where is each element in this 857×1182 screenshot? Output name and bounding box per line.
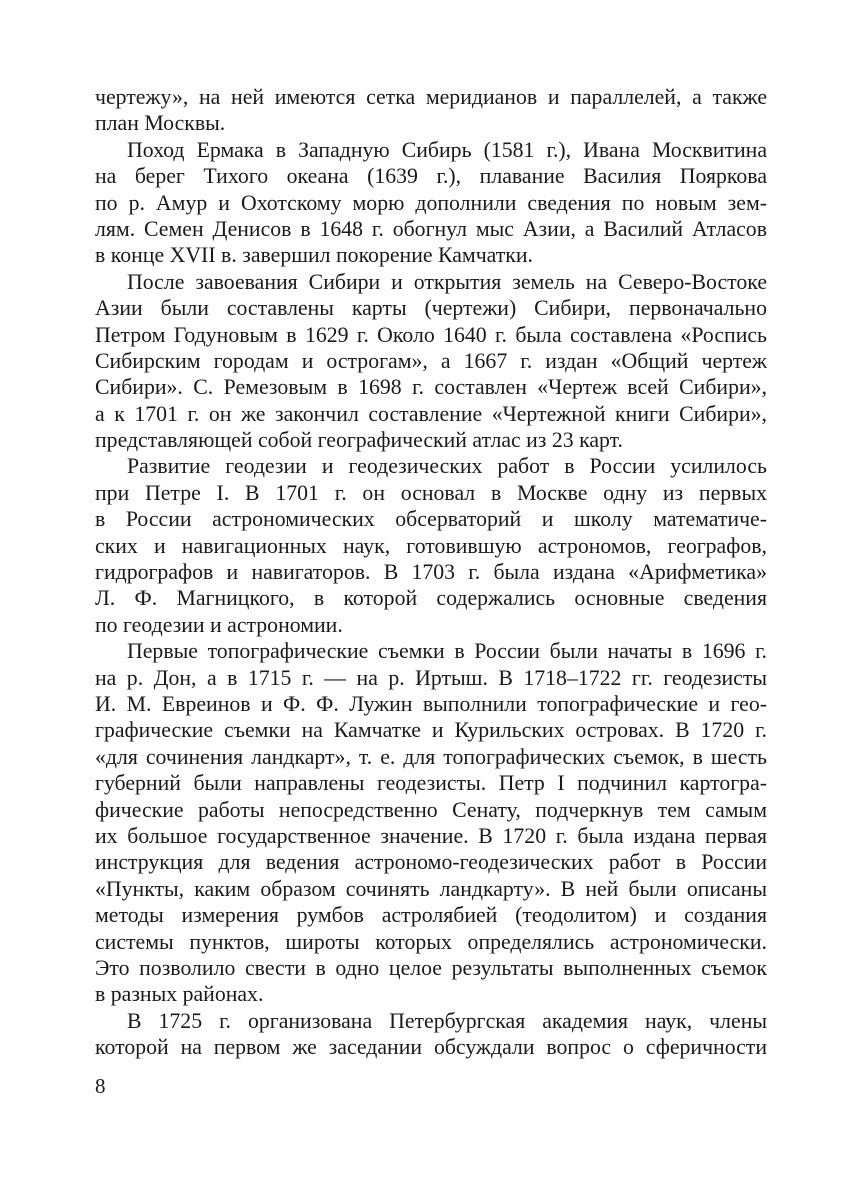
text-line: графические съемки на Камчатке и Курильских островах. В 1720 г.: [95, 718, 767, 743]
text-line: Развитие геодезии и геодезических работ в России усилилось: [127, 454, 767, 479]
text-line: ских и навигационных наук, готовившую астрономов, географов,: [95, 533, 767, 558]
paragraph: [95, 84, 767, 137]
text-line: В 1725 г. организована Петербургская академия наук, члены: [127, 1008, 767, 1033]
text-line: Сибири». С. Ремезовым в 1698 г. составлен «Чертеж всей Сибири»,: [95, 375, 767, 400]
text-line: представляющей собой географический атлас из 23 карт.: [95, 428, 623, 453]
text-line: чертежу», на ней имеются сетка меридианов и параллелей, а также: [95, 85, 767, 109]
text-line: лям. Семен Денисов в 1648 г. обогнул мыс Азии, а Василий Атласов: [95, 216, 767, 241]
text-line: гидрографов и навигаторов. В 1703 г. была издана «Арифметика»: [95, 560, 767, 585]
text-line: по р. Амур и Охотскому морю дополнили сведения по новым зем-: [95, 190, 767, 215]
text-line: которой на первом же заседании обсуждали вопрос о сферичности: [95, 1035, 767, 1060]
page-number: 8: [95, 1074, 106, 1098]
text-line: фические работы непосредственно Сенату, подчеркнув тем самым: [95, 797, 767, 822]
paragraph: [95, 638, 767, 1007]
text-line: Азии были составлены карты (чертежи) Сибири, первоначально: [95, 296, 767, 321]
text-line: в России астрономических обсерваторий и школу математиче-: [95, 507, 767, 532]
text-line: И. М. Евреинов и Ф. Ф. Лужин выполнили топографические и гео-: [95, 691, 767, 716]
text-line: Поход Ермака в Западную Сибирь (1581 г.), Ивана Москвитина: [127, 137, 767, 162]
text-line: план Москвы.: [95, 111, 226, 136]
text-line: системы пунктов, широты которых определялись астрономически.: [95, 929, 767, 954]
page-body: [95, 84, 767, 1060]
text-line: Первые топографические съемки в России были начаты в 1696 г.: [127, 639, 767, 664]
text-line: Л. Ф. Магницкого, в которой содержались основные сведения: [95, 586, 767, 611]
text-line: Это позволило свести в одно целое результаты выполненных съемок: [95, 955, 767, 980]
text-line: «для сочинения ландкарт», т. е. для топографических съемок, в шесть: [95, 744, 767, 769]
paragraph: [95, 269, 767, 454]
text-line: их большое государственное значение. В 1720 г. была издана первая: [95, 823, 767, 848]
text-line: губерний были направлены геодезисты. Петр I подчинил картогра-: [95, 771, 767, 796]
text-line: на р. Дон, а в 1715 г. — на р. Иртыш. В 1718–1722 гг. геодезисты: [95, 665, 767, 690]
text-line: а к 1701 г. он же закончил составление «Чертежной книги Сибири»,: [95, 401, 767, 426]
text-line: в разных районах.: [95, 982, 264, 1007]
paragraph: [95, 137, 767, 269]
paragraph: [95, 453, 767, 638]
text-line: После завоевания Сибири и открытия земель на Северо-Востоке: [127, 269, 767, 294]
text-line: по геодезии и астрономии.: [95, 612, 343, 637]
text-line: Петром Годуновым в 1629 г. Около 1640 г. была составлена «Роспись: [95, 322, 767, 347]
text-line: инструкция для ведения астрономо-геодезических работ в России: [95, 850, 767, 875]
text-line: методы измерения румбов астролябией (теодолитом) и создания: [95, 903, 767, 928]
text-line: при Петре I. В 1701 г. он основал в Москве одну из первых: [95, 480, 767, 505]
text-line: в конце XVII в. завершил покорение Камчатки.: [95, 243, 534, 268]
paragraph: [95, 1008, 767, 1061]
text-line: Сибирским городам и острогам», а 1667 г. издан «Общий чертеж: [95, 348, 767, 373]
text-line: на берег Тихого океана (1639 г.), плавание Василия Пояркова: [95, 164, 767, 189]
text-line: «Пункты, каким образом сочинять ландкарту». В ней были описаны: [95, 876, 767, 901]
